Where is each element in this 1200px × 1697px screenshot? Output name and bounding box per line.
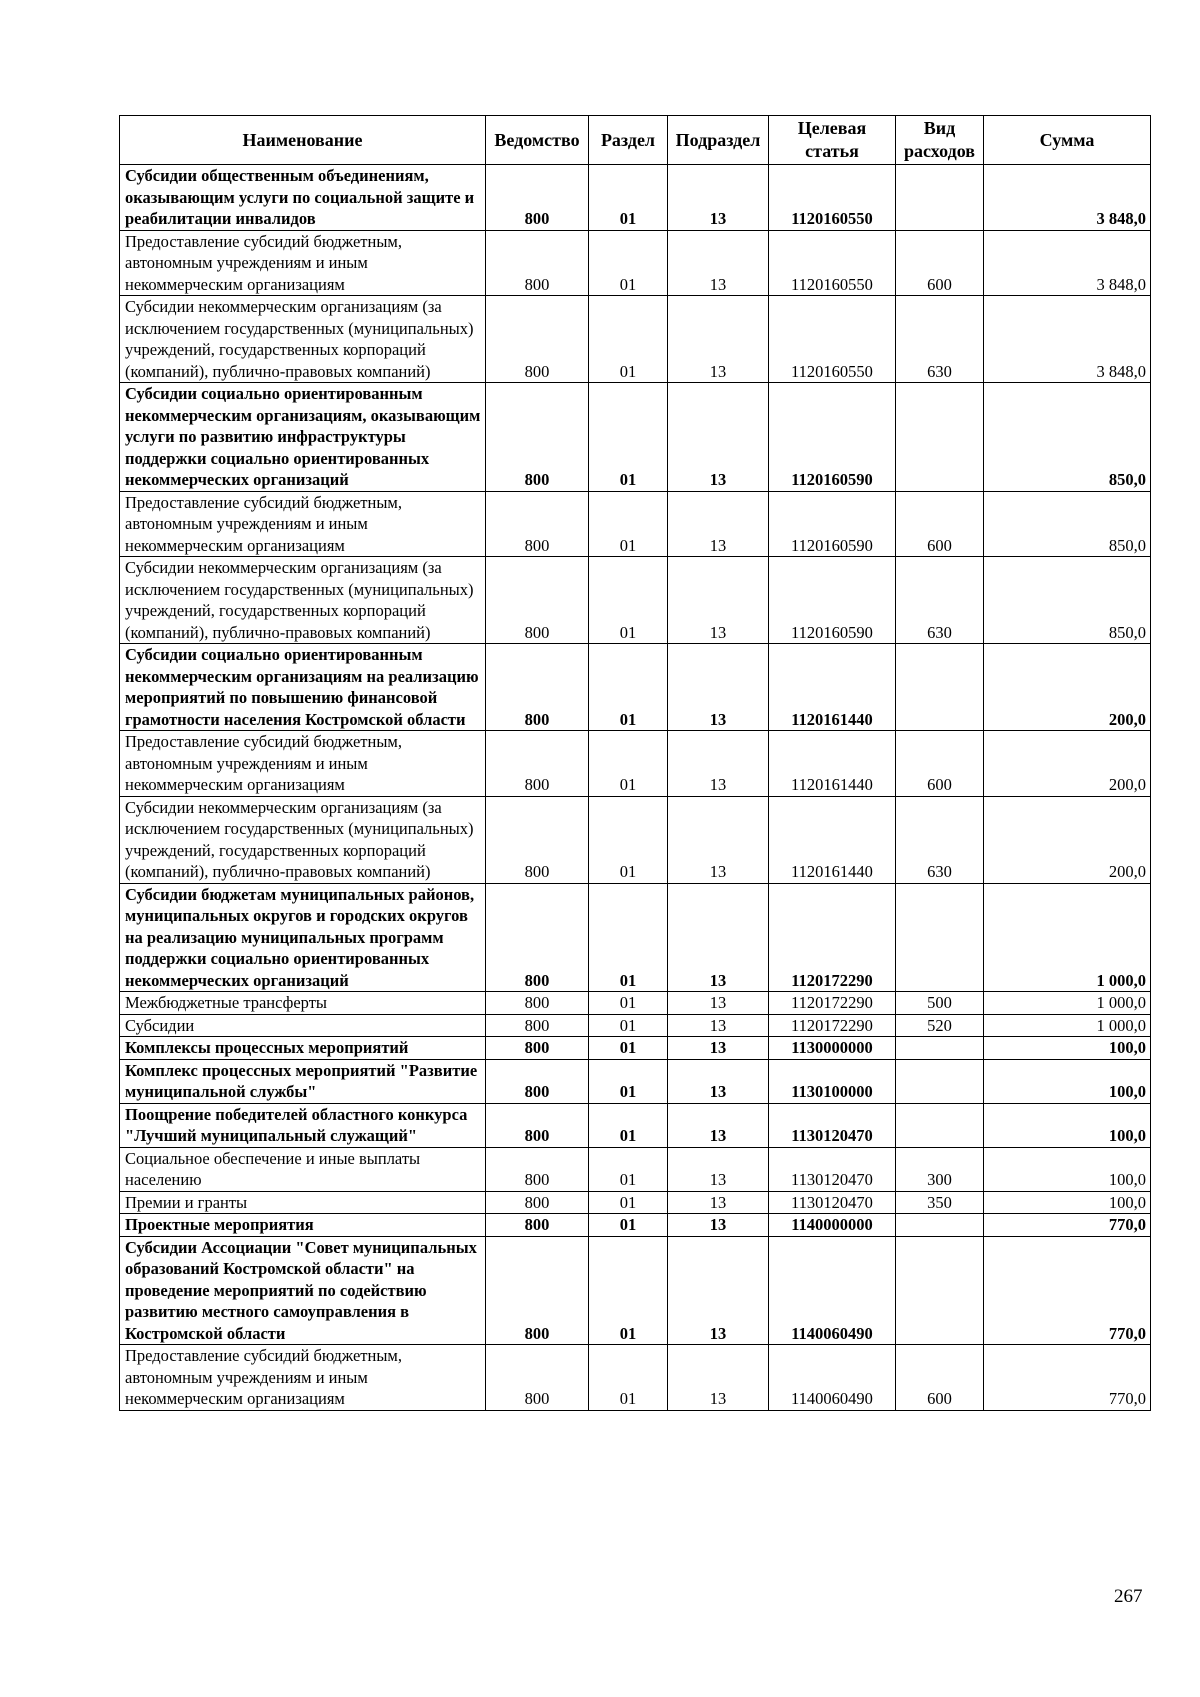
cell-summa: 770,0 — [984, 1214, 1151, 1237]
cell-summa: 200,0 — [984, 796, 1151, 883]
cell-summa: 100,0 — [984, 1059, 1151, 1103]
cell-statya: 1130120470 — [769, 1103, 896, 1147]
table-row — [120, 644, 1151, 731]
cell-summa: 3 848,0 — [984, 165, 1151, 231]
cell-vid: 600 — [896, 731, 984, 797]
cell-summa: 770,0 — [984, 1345, 1151, 1411]
cell-name: Предоставление субсидий бюджетным, автономным учреждениям и иным некоммерческим организациям — [120, 230, 486, 296]
cell-razdel: 01 — [589, 992, 668, 1015]
cell-name: Субсидии общественным объединениям, оказывающим услуги по социальной защите и реабилитации инвалидов — [120, 165, 486, 231]
cell-name: Субсидии Ассоциации "Совет муниципальных образований Костромской области" на проведение мероприятий по содействию развитию местного самоуправления в Костромской области — [120, 1236, 486, 1345]
header-vedomstvo: Ведомство — [486, 116, 589, 165]
cell-podrazdel: 13 — [668, 230, 769, 296]
header-summa: Сумма — [984, 116, 1151, 165]
cell-vedomstvo: 800 — [486, 644, 589, 731]
cell-podrazdel: 13 — [668, 1059, 769, 1103]
cell-podrazdel: 13 — [668, 383, 769, 492]
header-name: Наименование — [120, 116, 486, 165]
cell-podrazdel: 13 — [668, 557, 769, 644]
cell-statya: 1140060490 — [769, 1236, 896, 1345]
cell-summa: 200,0 — [984, 644, 1151, 731]
cell-statya: 1130000000 — [769, 1037, 896, 1060]
cell-vedomstvo: 800 — [486, 165, 589, 231]
table-row — [120, 883, 1151, 992]
cell-vid — [896, 1037, 984, 1060]
cell-vedomstvo: 800 — [486, 383, 589, 492]
cell-podrazdel: 13 — [668, 883, 769, 992]
cell-razdel: 01 — [589, 1191, 668, 1214]
cell-summa: 1 000,0 — [984, 992, 1151, 1015]
cell-statya: 1120160590 — [769, 491, 896, 557]
cell-razdel: 01 — [589, 1059, 668, 1103]
cell-razdel: 01 — [589, 644, 668, 731]
cell-name: Субсидии социально ориентированным некоммерческим организациям на реализацию мероприятий по повышению финансовой грамотности населения Костромской области — [120, 644, 486, 731]
cell-statya: 1130100000 — [769, 1059, 896, 1103]
cell-razdel: 01 — [589, 165, 668, 231]
table-row — [120, 1236, 1151, 1345]
cell-vid: 600 — [896, 1345, 984, 1411]
table-row — [120, 1059, 1151, 1103]
header-razdel: Раздел — [589, 116, 668, 165]
cell-name: Поощрение победителей областного конкурса "Лучший муниципальный служащий" — [120, 1103, 486, 1147]
cell-podrazdel: 13 — [668, 644, 769, 731]
cell-name: Социальное обеспечение и иные выплаты населению — [120, 1147, 486, 1191]
cell-vedomstvo: 800 — [486, 1103, 589, 1147]
cell-razdel: 01 — [589, 1214, 668, 1237]
cell-summa: 3 848,0 — [984, 296, 1151, 383]
cell-name: Субсидии некоммерческим организациям (за исключением государственных (муниципальных) учреждений, государственных корпораций (компаний), публично-правовых компаний) — [120, 296, 486, 383]
cell-razdel: 01 — [589, 383, 668, 492]
cell-podrazdel: 13 — [668, 1214, 769, 1237]
cell-statya: 1140060490 — [769, 1345, 896, 1411]
cell-vid: 350 — [896, 1191, 984, 1214]
cell-vid: 630 — [896, 796, 984, 883]
cell-podrazdel: 13 — [668, 1236, 769, 1345]
cell-statya: 1130120470 — [769, 1147, 896, 1191]
cell-statya: 1120160550 — [769, 165, 896, 231]
cell-razdel: 01 — [589, 491, 668, 557]
table-row — [120, 1214, 1151, 1237]
page-number: 267 — [1114, 1586, 1143, 1607]
cell-vid — [896, 383, 984, 492]
cell-summa: 850,0 — [984, 557, 1151, 644]
cell-vid — [896, 644, 984, 731]
cell-summa: 850,0 — [984, 491, 1151, 557]
cell-statya: 1120161440 — [769, 731, 896, 797]
cell-razdel: 01 — [589, 1014, 668, 1037]
cell-summa: 100,0 — [984, 1191, 1151, 1214]
table-row — [120, 491, 1151, 557]
cell-name: Субсидии социально ориентированным некоммерческим организациям, оказывающим услуги по развитию инфраструктуры поддержки социально ориентированных некоммерческих организаций — [120, 383, 486, 492]
cell-statya: 1130120470 — [769, 1191, 896, 1214]
cell-name: Субсидии некоммерческим организациям (за исключением государственных (муниципальных) учреждений, государственных корпораций (компаний), публично-правовых компаний) — [120, 557, 486, 644]
cell-razdel: 01 — [589, 731, 668, 797]
cell-statya: 1120160550 — [769, 296, 896, 383]
cell-vid: 300 — [896, 1147, 984, 1191]
cell-podrazdel: 13 — [668, 796, 769, 883]
table-row — [120, 1345, 1151, 1411]
cell-vid — [896, 1214, 984, 1237]
header-vid: Вид расходов — [896, 116, 984, 165]
cell-vid: 600 — [896, 230, 984, 296]
cell-vid — [896, 1103, 984, 1147]
cell-statya: 1120172290 — [769, 992, 896, 1015]
cell-name: Предоставление субсидий бюджетным, автономным учреждениям и иным некоммерческим организациям — [120, 491, 486, 557]
cell-vid — [896, 1059, 984, 1103]
cell-statya: 1120161440 — [769, 796, 896, 883]
cell-name: Субсидии некоммерческим организациям (за исключением государственных (муниципальных) учреждений, государственных корпораций (компаний), публично-правовых компаний) — [120, 796, 486, 883]
cell-summa: 100,0 — [984, 1103, 1151, 1147]
table-row — [120, 1103, 1151, 1147]
cell-vedomstvo: 800 — [486, 1037, 589, 1060]
cell-podrazdel: 13 — [668, 1191, 769, 1214]
table-row — [120, 557, 1151, 644]
cell-vid — [896, 1236, 984, 1345]
cell-statya: 1120161440 — [769, 644, 896, 731]
cell-vedomstvo: 800 — [486, 796, 589, 883]
cell-vedomstvo: 800 — [486, 557, 589, 644]
budget-table — [119, 115, 1151, 1411]
cell-name: Предоставление субсидий бюджетным, автономным учреждениям и иным некоммерческим организациям — [120, 731, 486, 797]
table-row — [120, 992, 1151, 1015]
cell-podrazdel: 13 — [668, 1345, 769, 1411]
table-row — [120, 731, 1151, 797]
cell-vid: 520 — [896, 1014, 984, 1037]
cell-vedomstvo: 800 — [486, 230, 589, 296]
cell-vedomstvo: 800 — [486, 1236, 589, 1345]
cell-vedomstvo: 800 — [486, 883, 589, 992]
cell-vid: 600 — [896, 491, 984, 557]
cell-summa: 1 000,0 — [984, 1014, 1151, 1037]
cell-statya: 1120172290 — [769, 1014, 896, 1037]
cell-statya: 1120172290 — [769, 883, 896, 992]
cell-podrazdel: 13 — [668, 165, 769, 231]
header-podrazdel: Подраздел — [668, 116, 769, 165]
cell-razdel: 01 — [589, 1037, 668, 1060]
cell-name: Проектные мероприятия — [120, 1214, 486, 1237]
cell-vedomstvo: 800 — [486, 1059, 589, 1103]
cell-vedomstvo: 800 — [486, 1147, 589, 1191]
cell-vedomstvo: 800 — [486, 296, 589, 383]
table-row — [120, 1191, 1151, 1214]
table-row — [120, 165, 1151, 231]
cell-vedomstvo: 800 — [486, 992, 589, 1015]
cell-name: Межбюджетные трансферты — [120, 992, 486, 1015]
header-statya: Целевая статья — [769, 116, 896, 165]
cell-summa: 770,0 — [984, 1236, 1151, 1345]
cell-name: Субсидии бюджетам муниципальных районов, муниципальных округов и городских округов на реализацию муниципальных программ поддержки социально ориентированных некоммерческих организаций — [120, 883, 486, 992]
cell-podrazdel: 13 — [668, 731, 769, 797]
cell-vid: 630 — [896, 557, 984, 644]
cell-name: Комплекс процессных мероприятий "Развитие муниципальной службы" — [120, 1059, 486, 1103]
cell-razdel: 01 — [589, 883, 668, 992]
cell-vid — [896, 165, 984, 231]
cell-podrazdel: 13 — [668, 1147, 769, 1191]
table-row — [120, 296, 1151, 383]
cell-vid — [896, 883, 984, 992]
table-header-row — [120, 116, 1151, 165]
cell-razdel: 01 — [589, 296, 668, 383]
cell-vid: 630 — [896, 296, 984, 383]
cell-summa: 100,0 — [984, 1147, 1151, 1191]
cell-podrazdel: 13 — [668, 1037, 769, 1060]
cell-name: Премии и гранты — [120, 1191, 486, 1214]
table-body — [120, 165, 1151, 1411]
cell-podrazdel: 13 — [668, 992, 769, 1015]
table-row — [120, 796, 1151, 883]
cell-razdel: 01 — [589, 557, 668, 644]
cell-podrazdel: 13 — [668, 491, 769, 557]
cell-razdel: 01 — [589, 230, 668, 296]
cell-podrazdel: 13 — [668, 296, 769, 383]
cell-razdel: 01 — [589, 796, 668, 883]
cell-statya: 1140000000 — [769, 1214, 896, 1237]
cell-vid: 500 — [896, 992, 984, 1015]
cell-statya: 1120160590 — [769, 383, 896, 492]
cell-summa: 100,0 — [984, 1037, 1151, 1060]
cell-name: Комплексы процессных мероприятий — [120, 1037, 486, 1060]
cell-podrazdel: 13 — [668, 1103, 769, 1147]
cell-razdel: 01 — [589, 1236, 668, 1345]
cell-vedomstvo: 800 — [486, 731, 589, 797]
cell-vedomstvo: 800 — [486, 491, 589, 557]
cell-vedomstvo: 800 — [486, 1191, 589, 1214]
table-row — [120, 1037, 1151, 1060]
cell-name: Предоставление субсидий бюджетным, автономным учреждениям и иным некоммерческим организациям — [120, 1345, 486, 1411]
cell-vedomstvo: 800 — [486, 1345, 589, 1411]
cell-razdel: 01 — [589, 1345, 668, 1411]
cell-razdel: 01 — [589, 1147, 668, 1191]
cell-summa: 3 848,0 — [984, 230, 1151, 296]
table-row — [120, 230, 1151, 296]
cell-summa: 1 000,0 — [984, 883, 1151, 992]
table-row — [120, 383, 1151, 492]
cell-summa: 850,0 — [984, 383, 1151, 492]
cell-statya: 1120160550 — [769, 230, 896, 296]
cell-summa: 200,0 — [984, 731, 1151, 797]
cell-statya: 1120160590 — [769, 557, 896, 644]
table-row — [120, 1014, 1151, 1037]
cell-podrazdel: 13 — [668, 1014, 769, 1037]
cell-vedomstvo: 800 — [486, 1214, 589, 1237]
table-row — [120, 1147, 1151, 1191]
cell-vedomstvo: 800 — [486, 1014, 589, 1037]
cell-name: Субсидии — [120, 1014, 486, 1037]
cell-razdel: 01 — [589, 1103, 668, 1147]
